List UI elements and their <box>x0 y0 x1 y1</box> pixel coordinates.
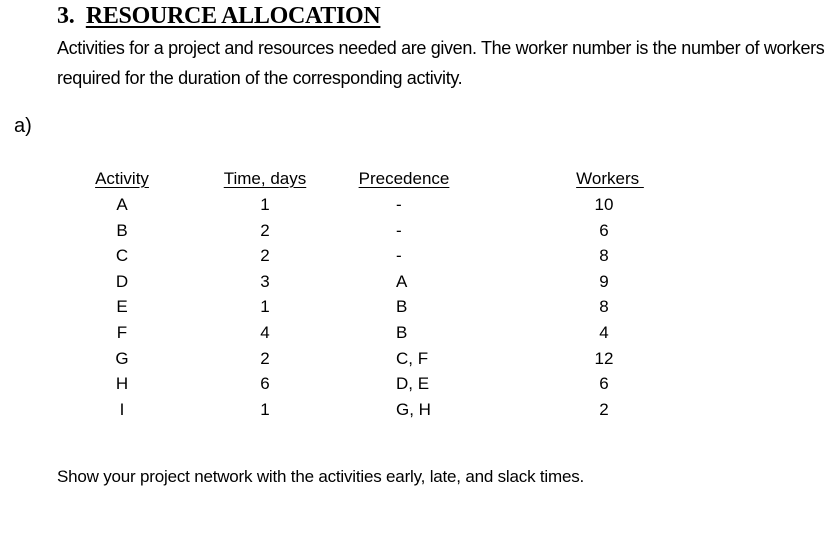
time-cell: 2 <box>260 246 270 266</box>
precedence-cell: - <box>396 195 402 214</box>
time-cell: 1 <box>260 297 270 317</box>
time-cell: 6 <box>260 374 270 394</box>
activity-header: Activity <box>95 169 149 188</box>
time-column <box>214 166 316 422</box>
precedence-cell: D, E <box>396 374 430 394</box>
problem-intro: Activities for a project and resources needed are given. The worker number is the number of workers required for the duration of the corresponding activity. <box>57 38 825 88</box>
time-header: Time, days <box>223 169 307 188</box>
workers-cell: 9 <box>599 271 609 291</box>
workers-cell: 6 <box>599 220 609 240</box>
activity-cell: C <box>115 246 129 266</box>
time-cell: 2 <box>260 220 270 240</box>
activity-cell: E <box>116 297 128 317</box>
activity-cell: D <box>115 271 129 291</box>
time-cell: 3 <box>260 271 270 291</box>
problem-number: 3. <box>57 3 75 29</box>
workers-cell: 12 <box>594 348 614 368</box>
workers-column <box>568 166 652 422</box>
precedence-cell: C, F <box>396 348 429 368</box>
workers-cell: 2 <box>599 399 609 419</box>
precedence-cell: - <box>396 246 402 266</box>
workers-cell: 10 <box>594 195 614 214</box>
workers-cell: 4 <box>599 322 609 342</box>
time-cell: 1 <box>260 195 270 214</box>
precedence-cell: A <box>396 271 408 291</box>
precedence-column <box>349 166 459 422</box>
workers-header: Workers <box>576 169 644 188</box>
activity-cell: G <box>115 348 129 368</box>
activity-column <box>86 166 158 422</box>
workers-cell: 6 <box>599 374 609 394</box>
precedence-header: Precedence <box>358 169 450 188</box>
activity-cell: A <box>116 195 128 214</box>
problem-heading: RESOURCE ALLOCATION <box>85 3 381 29</box>
time-cell: 1 <box>260 399 270 419</box>
activity-cell: H <box>115 374 129 394</box>
precedence-cell: - <box>396 220 402 240</box>
precedence-cell: B <box>396 297 408 317</box>
instruction-text: Show your project network with the activities early, late, and slack times. <box>57 467 585 486</box>
activity-cell: F <box>116 322 128 342</box>
time-cell: 2 <box>260 348 270 368</box>
activity-cell: B <box>116 220 128 240</box>
activity-cell: I <box>119 399 125 419</box>
time-cell: 4 <box>260 322 270 342</box>
workers-cell: 8 <box>599 246 609 266</box>
precedence-cell: G, H <box>396 399 431 419</box>
part-label: a) <box>14 115 32 137</box>
problem-title <box>57 3 380 30</box>
precedence-cell: B <box>396 322 408 342</box>
workers-cell: 8 <box>599 297 609 317</box>
